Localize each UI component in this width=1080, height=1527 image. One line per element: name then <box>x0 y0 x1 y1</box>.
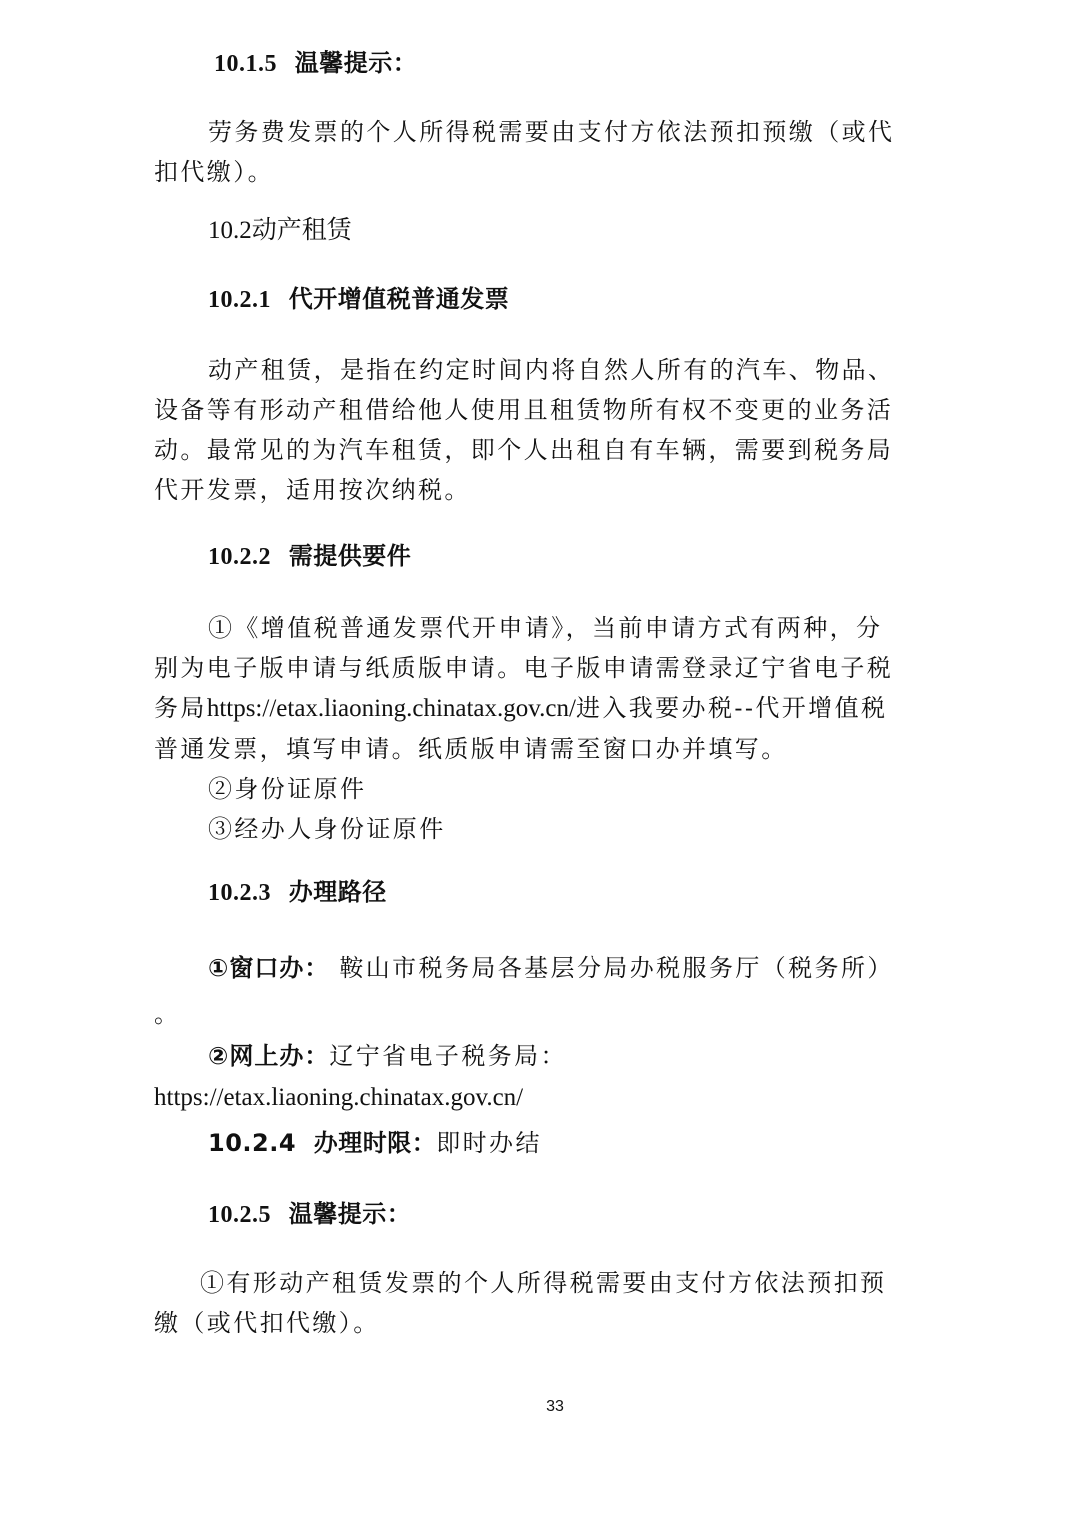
heading-number: 10.2 <box>208 217 252 244</box>
heading-10-2-5 <box>208 1199 411 1230</box>
text-line: 别为电子版申请与纸质版申请。电子版申请需登录辽宁省电子税 <box>154 654 894 682</box>
text-line: 扣代缴）。 <box>154 158 274 186</box>
paragraph-required-documents <box>154 608 893 849</box>
etax-url-text: https://etax.liaoning.chinatax.gov.cn/ <box>206 695 576 722</box>
text-line: 动。最常见的为汽车租赁，即个人出租自有车辆，需要到税务局 <box>154 436 894 464</box>
text-line: 缴（或代扣代缴）。 <box>154 1309 380 1337</box>
heading-10-2-4 <box>208 1128 542 1158</box>
heading-title: 温馨提示： <box>294 49 418 77</box>
text-line: ①《增值税普通发票代开申请》，当前申请方式有两种，分 <box>208 614 883 642</box>
heading-number: 10.2.2 <box>208 544 271 570</box>
heading-title: 代开增值税普通发票 <box>288 285 510 313</box>
paragraph-movable-lease <box>154 350 894 510</box>
heading-10-1-5 <box>214 48 417 79</box>
text-line: ①有形动产租赁发票的个人所得税需要由支付方依法预扣预 <box>200 1269 887 1297</box>
text-line: 设备等有形动产租借给他人使用且租赁物所有权不变更的业务活 <box>154 396 894 424</box>
lead-label: ②网上办： <box>208 1042 330 1070</box>
paragraph-online-service <box>154 1036 567 1118</box>
heading-title: 办理时限： <box>313 1129 437 1157</box>
heading-title: 动产租赁 <box>251 215 352 244</box>
heading-10-2-3 <box>208 877 387 908</box>
heading-text: 即时办结 <box>436 1129 542 1157</box>
paragraph-lease-tax <box>154 1263 886 1343</box>
heading-10-2 <box>208 214 352 247</box>
heading-title: 需提供要件 <box>288 542 412 570</box>
paragraph-window-service <box>154 948 894 1034</box>
heading-number: 10.1.5 <box>214 51 277 77</box>
text-line <box>154 948 894 988</box>
text-line: 劳务费发票的个人所得税需要由支付方依法预扣预缴（或代 <box>208 118 895 146</box>
heading-number: 10.2.1 <box>208 287 271 313</box>
heading-title: 办理路径 <box>288 878 387 906</box>
heading-10-2-2 <box>208 541 411 572</box>
text-line: ③经办人身份证原件 <box>208 815 446 843</box>
heading-number: 10.2.5 <box>208 1202 271 1228</box>
text-line <box>154 688 893 729</box>
text-line: 代开发票，适用按次纳税。 <box>154 476 471 504</box>
heading-number: 10.2.3 <box>208 880 271 906</box>
text-fragment: 务局 <box>154 694 207 722</box>
heading-title: 温馨提示： <box>288 1200 412 1228</box>
text-line <box>154 1036 567 1076</box>
lead-label: ①窗口办： <box>208 954 330 982</box>
heading-number: 10.2.4 <box>208 1129 297 1157</box>
heading-10-2-1 <box>208 284 509 315</box>
text-fragment: 进入我要办税--代开增值税 <box>575 694 888 722</box>
text-line: 动产租赁，是指在约定时间内将自然人所有的汽车、物品、 <box>208 356 895 384</box>
paragraph-labor-tax <box>154 112 894 192</box>
page-number: 33 <box>546 1398 564 1415</box>
text-line: 。 <box>154 1000 181 1028</box>
text-line: ②身份证原件 <box>208 775 367 803</box>
text-fragment: 鞍山市税务局各基层分局办税服务厅（税务所） <box>339 954 894 982</box>
text-line: 普通发票，填写申请。纸质版申请需至窗口办并填写。 <box>154 735 788 763</box>
text-fragment: 辽宁省电子税务局： <box>329 1042 567 1070</box>
etax-url-text: https://etax.liaoning.chinatax.gov.cn/ <box>154 1084 524 1111</box>
